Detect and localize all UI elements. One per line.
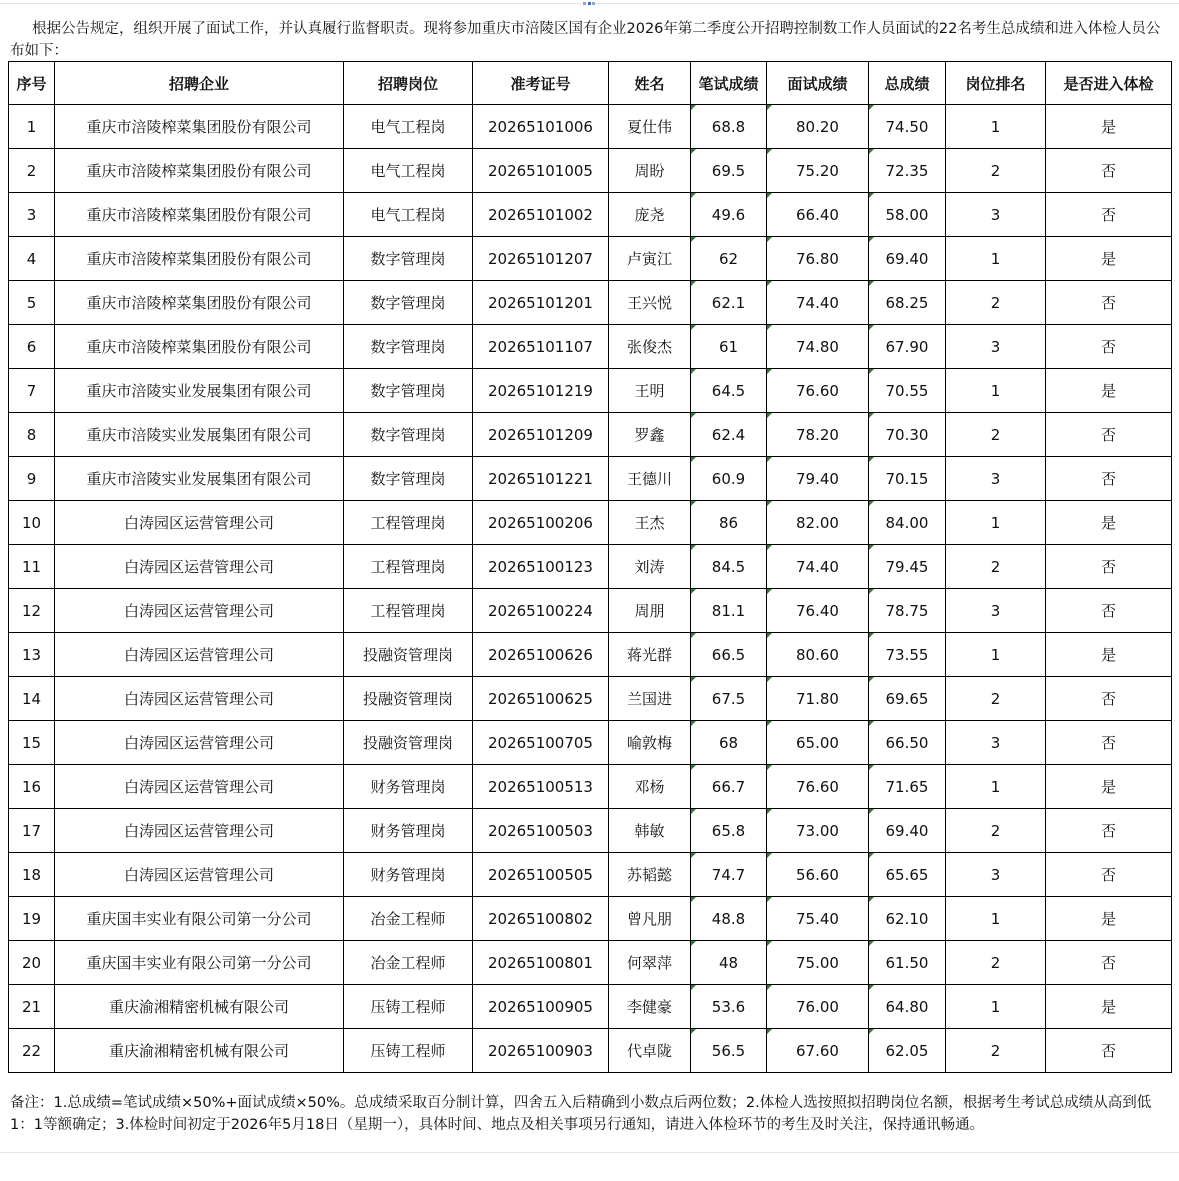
cell-physical: 是	[1046, 237, 1172, 281]
cell-written: 74.7	[691, 853, 767, 897]
cell-name: 王杰	[609, 501, 691, 545]
cell-name: 周盼	[609, 149, 691, 193]
cell-position: 数字管理岗	[344, 413, 473, 457]
cell-ticket: 20265100505	[473, 853, 609, 897]
cell-position: 财务管理岗	[344, 809, 473, 853]
cell-position: 数字管理岗	[344, 237, 473, 281]
cell-rank: 1	[946, 985, 1046, 1029]
cell-interview: 82.00	[767, 501, 869, 545]
cell-written: 86	[691, 501, 767, 545]
cell-seq: 17	[9, 809, 55, 853]
cell-total: 62.05	[869, 1029, 946, 1073]
cell-seq: 7	[9, 369, 55, 413]
cell-physical: 是	[1046, 369, 1172, 413]
cell-company: 白涛园区运营管理公司	[55, 589, 344, 633]
cell-seq: 3	[9, 193, 55, 237]
cell-rank: 2	[946, 545, 1046, 589]
cell-physical: 否	[1046, 853, 1172, 897]
table-row	[9, 149, 1172, 193]
cell-ticket: 20265100802	[473, 897, 609, 941]
cell-interview: 76.40	[767, 589, 869, 633]
cell-total: 73.55	[869, 633, 946, 677]
cell-position: 电气工程岗	[344, 193, 473, 237]
cell-seq: 22	[9, 1029, 55, 1073]
cell-company: 重庆国丰实业有限公司第一分公司	[55, 941, 344, 985]
cell-rank: 1	[946, 633, 1046, 677]
cell-ticket: 20265100224	[473, 589, 609, 633]
cell-written: 66.5	[691, 633, 767, 677]
cell-ticket: 20265100513	[473, 765, 609, 809]
bottom-divider	[0, 1152, 1179, 1153]
table-row	[9, 193, 1172, 237]
cell-rank: 1	[946, 105, 1046, 149]
header-physical: 是否进入体检	[1046, 62, 1172, 105]
cell-interview: 65.00	[767, 721, 869, 765]
cell-company: 重庆市涪陵榨菜集团股份有限公司	[55, 237, 344, 281]
cell-written: 56.5	[691, 1029, 767, 1073]
cell-physical: 否	[1046, 149, 1172, 193]
cell-ticket: 20265101219	[473, 369, 609, 413]
cell-rank: 2	[946, 1029, 1046, 1073]
scores-table	[8, 61, 1172, 1073]
cell-name: 何翠萍	[609, 941, 691, 985]
cell-written: 64.5	[691, 369, 767, 413]
cell-seq: 2	[9, 149, 55, 193]
cell-name: 韩敏	[609, 809, 691, 853]
cell-rank: 3	[946, 589, 1046, 633]
cell-interview: 74.40	[767, 281, 869, 325]
cell-written: 48.8	[691, 897, 767, 941]
cell-position: 数字管理岗	[344, 369, 473, 413]
table-row	[9, 677, 1172, 721]
cell-ticket: 20265100705	[473, 721, 609, 765]
cell-ticket: 20265100801	[473, 941, 609, 985]
table-row	[9, 897, 1172, 941]
cell-interview: 78.20	[767, 413, 869, 457]
table-row	[9, 589, 1172, 633]
cell-name: 庞尧	[609, 193, 691, 237]
cell-company: 白涛园区运营管理公司	[55, 633, 344, 677]
cell-physical: 否	[1046, 809, 1172, 853]
cell-total: 71.65	[869, 765, 946, 809]
cell-physical: 否	[1046, 457, 1172, 501]
cell-rank: 2	[946, 281, 1046, 325]
cell-total: 69.40	[869, 237, 946, 281]
cell-seq: 6	[9, 325, 55, 369]
cell-written: 68	[691, 721, 767, 765]
cell-rank: 3	[946, 457, 1046, 501]
cell-interview: 66.40	[767, 193, 869, 237]
cell-total: 65.65	[869, 853, 946, 897]
note-paragraph: 备注：1.总成绩=笔试成绩×50%+面试成绩×50%。总成绩采取百分制计算，四舍五入后精确到小数点后两位数；2.体检人选按照拟招聘岗位名额，根据考生考试总成绩从高到低1：1等额确定；3.体检时间初定于2026年5月18日（星期一），具体时间、地点及相关事项另行通知，请进入体检环节的考生及时关注，保持通讯畅通。	[10, 1095, 1152, 1133]
cell-position: 数字管理岗	[344, 281, 473, 325]
cell-seq: 12	[9, 589, 55, 633]
cell-total: 70.30	[869, 413, 946, 457]
cell-company: 白涛园区运营管理公司	[55, 677, 344, 721]
table-row	[9, 633, 1172, 677]
cell-company: 白涛园区运营管理公司	[55, 765, 344, 809]
cell-ticket: 20265101209	[473, 413, 609, 457]
cell-rank: 2	[946, 413, 1046, 457]
cell-name: 李健豪	[609, 985, 691, 1029]
cell-total: 69.40	[869, 809, 946, 853]
cell-written: 62.4	[691, 413, 767, 457]
cell-total: 62.10	[869, 897, 946, 941]
cell-total: 58.00	[869, 193, 946, 237]
cell-total: 72.35	[869, 149, 946, 193]
cell-seq: 4	[9, 237, 55, 281]
cell-name: 兰国进	[609, 677, 691, 721]
cell-rank: 1	[946, 501, 1046, 545]
cell-position: 压铸工程师	[344, 1029, 473, 1073]
cell-ticket: 20265100903	[473, 1029, 609, 1073]
cell-position: 数字管理岗	[344, 457, 473, 501]
table-row	[9, 809, 1172, 853]
cell-ticket: 20265101201	[473, 281, 609, 325]
cell-interview: 75.00	[767, 941, 869, 985]
cell-ticket: 20265101005	[473, 149, 609, 193]
cell-seq: 16	[9, 765, 55, 809]
cell-interview: 79.40	[767, 457, 869, 501]
cell-company: 重庆市涪陵榨菜集团股份有限公司	[55, 105, 344, 149]
table-row	[9, 369, 1172, 413]
cell-ticket: 20265100625	[473, 677, 609, 721]
cell-interview: 56.60	[767, 853, 869, 897]
cell-seq: 11	[9, 545, 55, 589]
cell-written: 84.5	[691, 545, 767, 589]
header-position: 招聘岗位	[344, 62, 473, 105]
table-row	[9, 721, 1172, 765]
cell-total: 64.80	[869, 985, 946, 1029]
cell-rank: 1	[946, 897, 1046, 941]
cell-position: 工程管理岗	[344, 589, 473, 633]
cell-physical: 否	[1046, 413, 1172, 457]
cell-rank: 3	[946, 721, 1046, 765]
header-written: 笔试成绩	[691, 62, 767, 105]
cell-interview: 80.60	[767, 633, 869, 677]
cell-seq: 20	[9, 941, 55, 985]
header-seq: 序号	[9, 62, 55, 105]
cell-interview: 76.60	[767, 369, 869, 413]
cell-ticket: 20265100905	[473, 985, 609, 1029]
cell-physical: 否	[1046, 721, 1172, 765]
cell-position: 冶金工程师	[344, 897, 473, 941]
cell-company: 白涛园区运营管理公司	[55, 809, 344, 853]
cell-written: 68.8	[691, 105, 767, 149]
cell-seq: 9	[9, 457, 55, 501]
cell-name: 曾凡朋	[609, 897, 691, 941]
cell-interview: 76.00	[767, 985, 869, 1029]
cell-physical: 否	[1046, 325, 1172, 369]
cell-total: 67.90	[869, 325, 946, 369]
cell-physical: 是	[1046, 897, 1172, 941]
cell-name: 张俊杰	[609, 325, 691, 369]
cell-total: 61.50	[869, 941, 946, 985]
cell-company: 重庆国丰实业有限公司第一分公司	[55, 897, 344, 941]
cell-company: 重庆渝湘精密机械有限公司	[55, 985, 344, 1029]
header-rank: 岗位排名	[946, 62, 1046, 105]
header-ticket: 准考证号	[473, 62, 609, 105]
cell-total: 69.65	[869, 677, 946, 721]
table-row	[9, 941, 1172, 985]
cell-rank: 2	[946, 149, 1046, 193]
table-row	[9, 325, 1172, 369]
cell-name: 蒋光群	[609, 633, 691, 677]
cell-interview: 73.00	[767, 809, 869, 853]
cell-written: 69.5	[691, 149, 767, 193]
cell-written: 60.9	[691, 457, 767, 501]
cell-total: 70.55	[869, 369, 946, 413]
cell-company: 重庆市涪陵榨菜集团股份有限公司	[55, 193, 344, 237]
cell-total: 68.25	[869, 281, 946, 325]
table-row	[9, 545, 1172, 589]
cell-name: 王德川	[609, 457, 691, 501]
cell-physical: 是	[1046, 765, 1172, 809]
cell-name: 王明	[609, 369, 691, 413]
cell-written: 66.7	[691, 765, 767, 809]
cell-name: 苏韬懿	[609, 853, 691, 897]
cell-total: 84.00	[869, 501, 946, 545]
cell-name: 夏仕伟	[609, 105, 691, 149]
cell-physical: 否	[1046, 545, 1172, 589]
cell-company: 重庆市涪陵榨菜集团股份有限公司	[55, 281, 344, 325]
table-row	[9, 853, 1172, 897]
cell-total: 79.45	[869, 545, 946, 589]
cell-seq: 19	[9, 897, 55, 941]
table-row	[9, 501, 1172, 545]
cell-physical: 是	[1046, 633, 1172, 677]
cell-seq: 1	[9, 105, 55, 149]
header-interview: 面试成绩	[767, 62, 869, 105]
cell-interview: 75.40	[767, 897, 869, 941]
cell-name: 邓杨	[609, 765, 691, 809]
cell-physical: 否	[1046, 281, 1172, 325]
table-row	[9, 105, 1172, 149]
cell-interview: 67.60	[767, 1029, 869, 1073]
cell-name: 代卓陇	[609, 1029, 691, 1073]
cell-physical: 否	[1046, 941, 1172, 985]
cell-name: 周朋	[609, 589, 691, 633]
cell-written: 81.1	[691, 589, 767, 633]
table-row	[9, 985, 1172, 1029]
cell-written: 67.5	[691, 677, 767, 721]
cell-seq: 14	[9, 677, 55, 721]
cell-interview: 71.80	[767, 677, 869, 721]
cell-position: 投融资管理岗	[344, 677, 473, 721]
cell-interview: 76.60	[767, 765, 869, 809]
cell-name: 王兴悦	[609, 281, 691, 325]
cell-written: 48	[691, 941, 767, 985]
cell-ticket: 20265101207	[473, 237, 609, 281]
cell-written: 62.1	[691, 281, 767, 325]
cell-position: 数字管理岗	[344, 325, 473, 369]
cell-position: 电气工程岗	[344, 149, 473, 193]
cell-position: 工程管理岗	[344, 501, 473, 545]
cell-total: 70.15	[869, 457, 946, 501]
cell-physical: 否	[1046, 1029, 1172, 1073]
cell-seq: 18	[9, 853, 55, 897]
cell-seq: 10	[9, 501, 55, 545]
table-header-row	[9, 62, 1172, 105]
cell-ticket: 20265101221	[473, 457, 609, 501]
cell-rank: 2	[946, 809, 1046, 853]
cell-name: 罗鑫	[609, 413, 691, 457]
cell-ticket: 20265100503	[473, 809, 609, 853]
cell-ticket: 20265101107	[473, 325, 609, 369]
header-company: 招聘企业	[55, 62, 344, 105]
cell-position: 投融资管理岗	[344, 633, 473, 677]
table-row	[9, 413, 1172, 457]
cell-company: 重庆渝湘精密机械有限公司	[55, 1029, 344, 1073]
cell-company: 重庆市涪陵榨菜集团股份有限公司	[55, 325, 344, 369]
cell-total: 66.50	[869, 721, 946, 765]
cell-position: 冶金工程师	[344, 941, 473, 985]
table-row	[9, 237, 1172, 281]
cell-company: 白涛园区运营管理公司	[55, 501, 344, 545]
cell-rank: 3	[946, 325, 1046, 369]
cell-physical: 否	[1046, 589, 1172, 633]
table-row	[9, 457, 1172, 501]
cell-interview: 80.20	[767, 105, 869, 149]
cell-physical: 是	[1046, 501, 1172, 545]
cell-ticket: 20265100123	[473, 545, 609, 589]
cell-total: 74.50	[869, 105, 946, 149]
cell-rank: 1	[946, 765, 1046, 809]
cell-seq: 13	[9, 633, 55, 677]
cell-seq: 15	[9, 721, 55, 765]
cell-name: 刘涛	[609, 545, 691, 589]
cell-position: 电气工程岗	[344, 105, 473, 149]
cell-position: 投融资管理岗	[344, 721, 473, 765]
header-total: 总成绩	[869, 62, 946, 105]
cell-written: 62	[691, 237, 767, 281]
cell-interview: 75.20	[767, 149, 869, 193]
header-name: 姓名	[609, 62, 691, 105]
page-break-icon	[582, 0, 596, 7]
cell-company: 白涛园区运营管理公司	[55, 721, 344, 765]
cell-written: 53.6	[691, 985, 767, 1029]
cell-name: 喻敦梅	[609, 721, 691, 765]
cell-company: 重庆市涪陵榨菜集团股份有限公司	[55, 149, 344, 193]
cell-name: 卢寅江	[609, 237, 691, 281]
cell-physical: 是	[1046, 105, 1172, 149]
cell-position: 工程管理岗	[344, 545, 473, 589]
cell-seq: 5	[9, 281, 55, 325]
cell-rank: 2	[946, 677, 1046, 721]
cell-physical: 否	[1046, 677, 1172, 721]
cell-ticket: 20265100206	[473, 501, 609, 545]
cell-ticket: 20265101006	[473, 105, 609, 149]
intro-paragraph: 根据公告规定，组织开展了面试工作，并认真履行监督职责。现将参加重庆市涪陵区国有企业2026年第二季度公开招聘控制数工作人员面试的22名考生总成绩和进入体检人员公布如下：	[10, 21, 1161, 59]
table-row	[9, 765, 1172, 809]
cell-company: 重庆市涪陵实业发展集团有限公司	[55, 369, 344, 413]
cell-rank: 1	[946, 237, 1046, 281]
cell-company: 重庆市涪陵实业发展集团有限公司	[55, 457, 344, 501]
table-row	[9, 1029, 1172, 1073]
table-row	[9, 281, 1172, 325]
cell-seq: 21	[9, 985, 55, 1029]
cell-total: 78.75	[869, 589, 946, 633]
cell-written: 65.8	[691, 809, 767, 853]
cell-company: 白涛园区运营管理公司	[55, 545, 344, 589]
cell-interview: 74.40	[767, 545, 869, 589]
cell-position: 压铸工程师	[344, 985, 473, 1029]
cell-rank: 1	[946, 369, 1046, 413]
cell-written: 49.6	[691, 193, 767, 237]
cell-ticket: 20265101002	[473, 193, 609, 237]
cell-rank: 3	[946, 193, 1046, 237]
cell-position: 财务管理岗	[344, 853, 473, 897]
cell-company: 重庆市涪陵实业发展集团有限公司	[55, 413, 344, 457]
cell-interview: 74.80	[767, 325, 869, 369]
cell-rank: 3	[946, 853, 1046, 897]
cell-rank: 2	[946, 941, 1046, 985]
cell-physical: 是	[1046, 985, 1172, 1029]
cell-company: 白涛园区运营管理公司	[55, 853, 344, 897]
cell-seq: 8	[9, 413, 55, 457]
cell-position: 财务管理岗	[344, 765, 473, 809]
cell-interview: 76.80	[767, 237, 869, 281]
top-page-marker	[0, 0, 1179, 8]
cell-written: 61	[691, 325, 767, 369]
cell-physical: 否	[1046, 193, 1172, 237]
cell-ticket: 20265100626	[473, 633, 609, 677]
